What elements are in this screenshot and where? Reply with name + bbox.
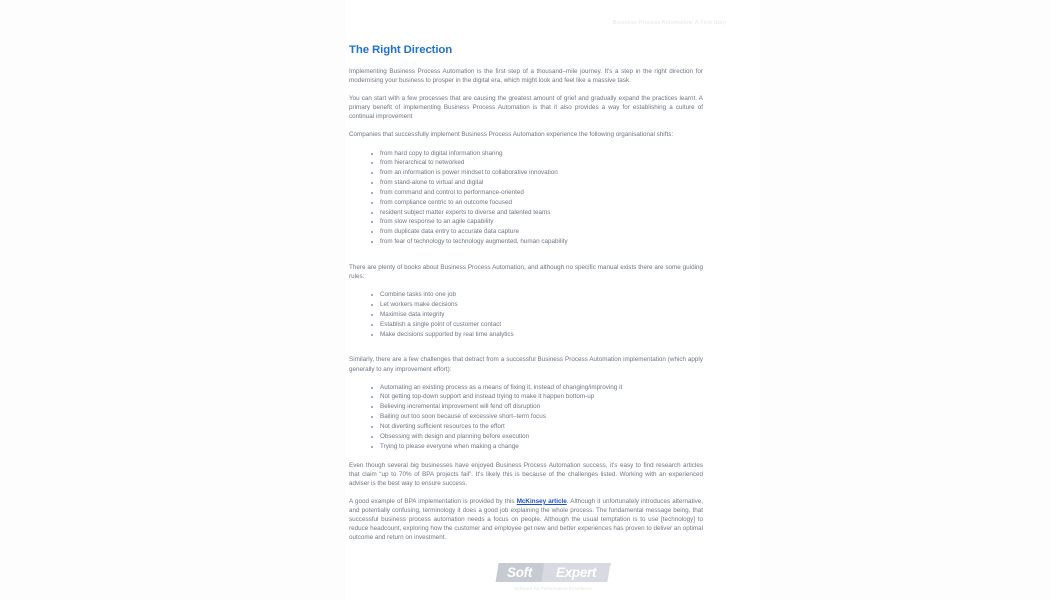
list-item: Bailing out too soon because of excessive short–term focus (380, 412, 703, 422)
logo-left-block (495, 563, 544, 582)
logo-right-block (541, 563, 610, 582)
paragraph-3: Companies that successfully implement Business Process Automation experience the following organisational shifts: (349, 131, 674, 139)
list-item: from stand-alone to virtual and digital (380, 178, 703, 188)
list-item: from command and control to performance-oriented (380, 188, 703, 198)
list-item: resident subject matter experts to diverse and talented teams (380, 208, 703, 218)
paragraph-4: There are plenty of books about Business Process Automation, and although no specific manual exists there are some guiding rules: (349, 264, 703, 281)
list-item: from hierarchical to networked (380, 158, 703, 168)
list-item: Trying to please everyone when making a change (380, 442, 703, 452)
list-item: from duplicate data entry to accurate data capture (380, 227, 703, 237)
list-item: Combine tasks into one job (380, 290, 703, 300)
document-page (346, 0, 760, 600)
list-item: from hard copy to digital information sharing (380, 149, 703, 159)
logo-tagline: Software for Performance Excellence (514, 586, 592, 591)
list-item: Not diverting sufficient resources to the effort (380, 422, 703, 432)
guiding-rules-list (349, 290, 703, 339)
page-title: The Right Direction (349, 44, 453, 56)
paragraph-7 (349, 497, 703, 542)
list-item: from an information is power mindset to collaborative innovation (380, 168, 703, 178)
paragraph-7-text-before-link: A good example of BPA implementation is provided by this (349, 497, 517, 505)
list-item: Let workers make decisions (380, 300, 703, 310)
list-item: Obsessing with design and planning before execution (380, 432, 703, 442)
list-item: Make decisions supported by real time analytics (380, 330, 703, 340)
list-item: from slow response to an agile capability (380, 217, 703, 227)
list-item: Not getting top-down support and instead trying to make it happen bottom-up (380, 392, 703, 402)
list-item: Believing incremental improvement will fend off disruption (380, 402, 703, 412)
list-item: Establish a single point of customer contact (380, 320, 703, 330)
softexpert-logo (497, 562, 612, 584)
paragraph-1: Implementing Business Process Automation is the first step of a thousand–mile journey. It's a step in the right direction for modernising your business to prosper in the digital era, which might look and feel like a massive task. (349, 68, 703, 85)
list-item: from compliance centric to an outcome focused (380, 198, 703, 208)
paragraph-2: You can start with a few processes that are causing the greatest amount of grief and gradually expand the practices learnt. A primary benefit of implementing Business Process Automation is that it also provides a way for establishing a culture of continual improvement (349, 95, 703, 121)
challenges-list (349, 383, 703, 452)
list-item: Maximise data integrity (380, 310, 703, 320)
trademark-icon: ® (609, 562, 612, 567)
running-header: Business Process Automation: A First Step (612, 20, 726, 26)
mckinsey-article-link[interactable]: McKinsey article (516, 497, 567, 505)
paragraph-6: Even though several big businesses have enjoyed Business Process Automation success, it's easy to find research articles that claim “up to 70% of BPA projects fail”. It's likely this is because of the challenges listed. Working with an experienced adviser is the best way to ensure success. (349, 461, 703, 487)
organisational-shifts-list (349, 149, 703, 247)
page-content (349, 44, 703, 551)
page-footer (346, 563, 760, 591)
list-item: from fear of technology to technology augmented, human capability (380, 237, 703, 247)
logo-shape (495, 563, 610, 582)
logo-word-soft: Soft (507, 565, 533, 580)
spacer (349, 256, 703, 263)
paragraph-7-text-after-link: . Although it unfortunately introduces alternative, and potentially confusing, terminology it does a good job explaining the whole process. The fundamental message being, that successful business process automation needs a focus on people. Although the usual temptation is to use [technology] to reduce headcount, exploring how the customer and employee get new and better experiences has proven to deliver an optimal outcome and return on investment. (349, 497, 704, 542)
list-item: Automating an existing process as a means of fixing it, instead of changing/improving it (380, 383, 703, 393)
spacer (349, 348, 703, 355)
paragraph-5: Similarly, there are a few challenges that detract from a successful Business Process Automation implementation (which apply generally to any improvement effort): (349, 356, 703, 373)
logo-word-expert: Expert (555, 565, 597, 580)
